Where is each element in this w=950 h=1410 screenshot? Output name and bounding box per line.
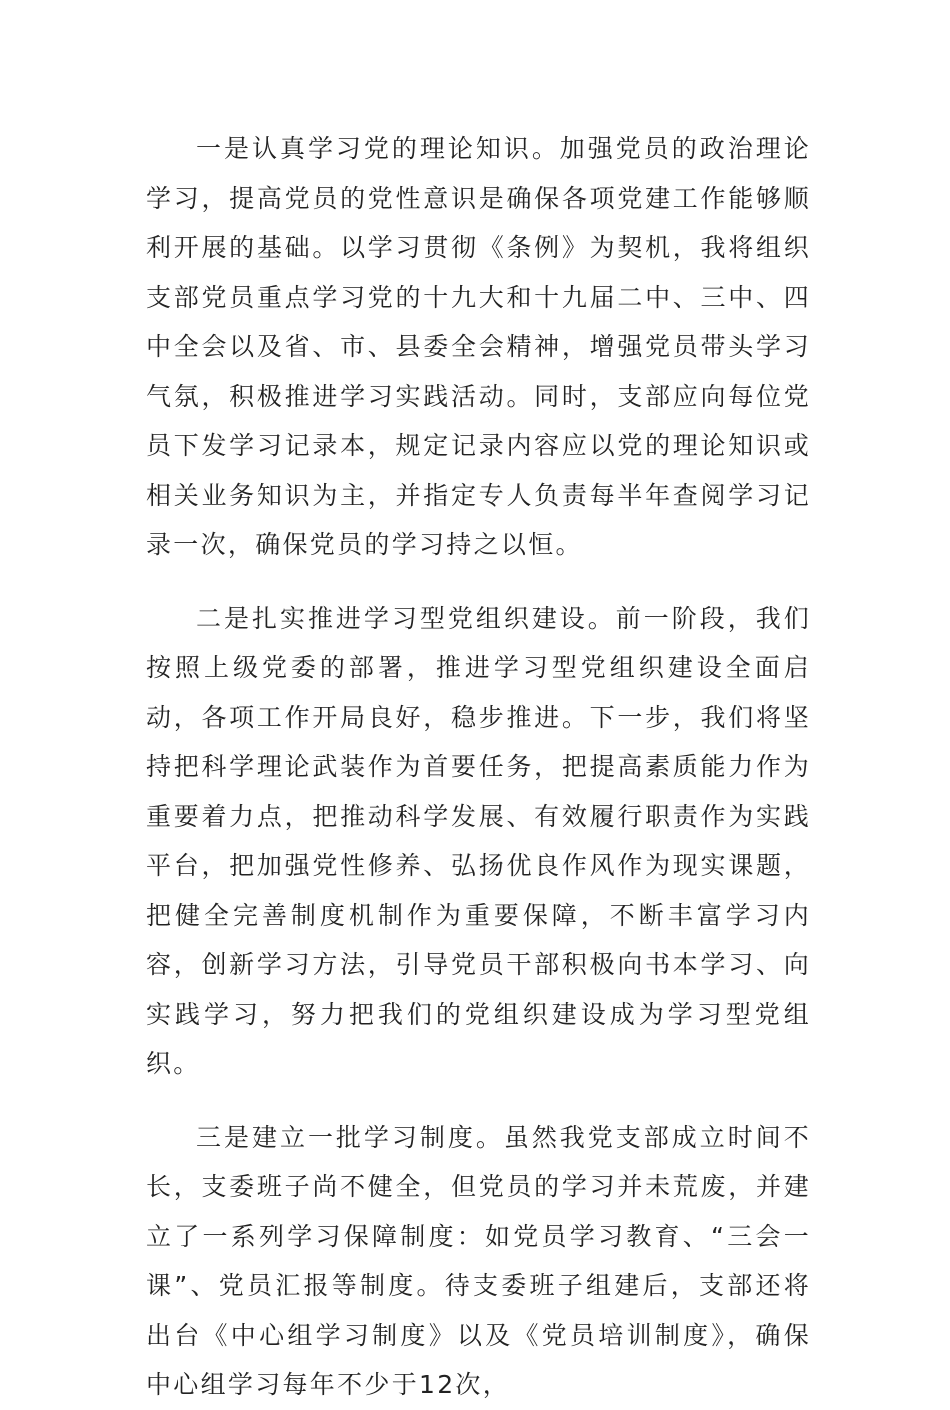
paragraph-study-system: 三是建立一批学习制度。虽然我党支部成立时间不长，支委班子尚不健全，但党员的学习并未荒废，并建立了一系列学习保障制度：如党员学习教育、“三会一课”、党员汇报等制度。待支委班子组建后，支部还将出台《中心组学习制度》以及《党员培训制度》，确保中心组学习每年不少于12次，: [146, 1122, 811, 1399]
document-body: [146, 124, 811, 1410]
paragraph-study-theory: 一是认真学习党的理论知识。加强党员的政治理论学习，提高党员的党性意识是确保各项党建工作能够顺利开展的基础。以学习贯彻《条例》为契机，我将组织支部党员重点学习党的十九大和十九届二中、三中、四中全会以及省、市、县委全会精神，增强党员带头学习气氛，积极推进学习实践活动。同时，支部应向每位党员下发学习记录本，规定记录内容应以党的理论知识或相关业务知识为主，并指定专人负责每半年查阅学习记录一次，确保党员的学习持之以恒。: [146, 134, 811, 559]
paragraph-learning-organization: 二是扎实推进学习型党组织建设。前一阶段，我们按照上级党委的部署，推进学习型党组织建设全面启动，各项工作开局良好，稳步推进。下一步，我们将坚持把科学理论武装作为首要任务，把提高素质能力作为重要着力点，把推动科学发展、有效履行职责作为实践平台，把加强党性修养、弘扬优良作风作为现实课题，把健全完善制度机制作为重要保障，不断丰富学习内容，创新学习方法，引导党员干部积极向书本学习、向实践学习，努力把我们的党组织建设成为学习型党组织。: [146, 603, 811, 1078]
